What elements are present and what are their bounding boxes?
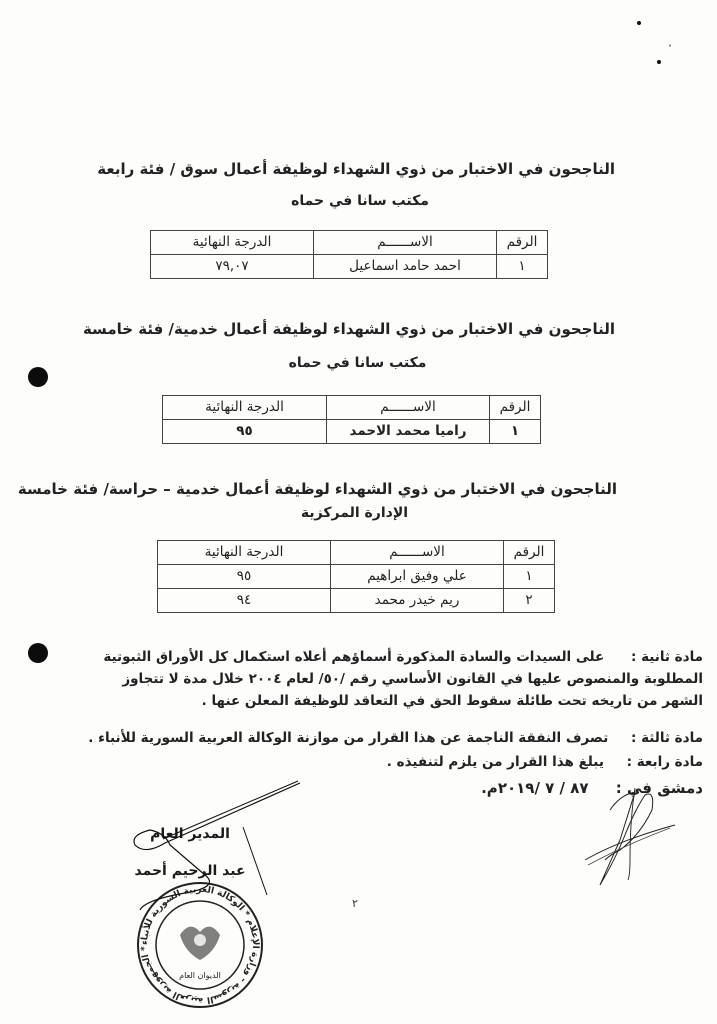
signature-left (125, 775, 305, 925)
signatory-title: المدير العام (150, 826, 230, 842)
article-second-line-2: المطلوبة والمنصوص عليها في القانون الأساسي رقم /٥٠/ لعام ٢٠٠٤ خلال مدة لا تتجاوز (122, 671, 703, 687)
section-1-title: الناجحون في الاختبار من ذوي الشهداء لوظيفة أعمال سوق / فئة رابعة (97, 160, 615, 178)
article-fourth-label: مادة رابعة : (626, 754, 703, 770)
section-2-title: الناجحون في الاختبار من ذوي الشهداء لوظيفة أعمال خدمية/ فئة خامسة (82, 320, 615, 338)
scan-speck (657, 60, 661, 64)
table-row (158, 565, 555, 589)
signature-right (580, 780, 690, 900)
article-fourth (83, 751, 703, 773)
column-header-name: الاســــــم (331, 541, 504, 565)
cell-number: ١ (504, 565, 555, 589)
signatory-name: عبد الرحيم أحمد (134, 863, 246, 879)
date-value: ٨٧ / ٧ /٢٠١٩م. (481, 779, 589, 797)
section-2-table (162, 395, 541, 444)
section-3-table (157, 540, 555, 613)
table-header-row (151, 231, 548, 255)
column-header-final-grade: الدرجة النهائية (163, 396, 327, 420)
article-third-label: مادة ثالثة : (630, 730, 703, 746)
cell-name: ريم خيدر محمد (331, 589, 504, 613)
column-header-final-grade: الدرجة النهائية (158, 541, 331, 565)
column-header-number: الرقم (504, 541, 555, 565)
article-second-line-1 (83, 646, 703, 668)
section-1-table (150, 230, 548, 279)
cell-grade: ٧٩,٠٧ (151, 255, 314, 279)
table-row (158, 589, 555, 613)
column-header-name: الاســــــم (327, 396, 490, 420)
cell-grade: ٩٥ (163, 420, 327, 444)
cell-number: ١ (497, 255, 548, 279)
article-second-line-3: الشهر من تاريخه تحت طائلة سقوط الحق في التعاقد للوظيفة المعلن عنها . (201, 693, 703, 709)
article-fourth-text: يبلغ هذا القرار من يلزم لتنفيذه . (386, 754, 604, 770)
table-row (151, 255, 548, 279)
date-label: دمشق في : (615, 779, 703, 797)
article-third (83, 727, 703, 749)
cell-grade: ٩٤ (158, 589, 331, 613)
column-header-final-grade: الدرجة النهائية (151, 231, 314, 255)
column-header-number: الرقم (490, 396, 541, 420)
column-header-number: الرقم (497, 231, 548, 255)
column-header-name: الاســــــم (314, 231, 497, 255)
table-header-row (163, 396, 541, 420)
stamp-inner-text: الديوان العام (179, 971, 221, 980)
punch-hole-bottom (28, 643, 48, 663)
article-second-text: على السيدات والسادة المذكورة أسماؤهم أعلاه استكمال كل الأوراق الثبوتية (103, 649, 605, 665)
cell-number: ١ (490, 420, 541, 444)
article-second (83, 646, 703, 712)
stamp-outer-text: الجمهورية العربية السورية - وزارة الإعلام * الوكالة العربية السورية للأنباء * (139, 884, 261, 1006)
scan-speck (669, 44, 671, 47)
section-3-title: الناجحون في الاختبار من ذوي الشهداء لوظيفة أعمال خدمية – حراسة/ فئة خامسة (17, 480, 617, 498)
page-number: ٢ (352, 897, 358, 910)
eagle-emblem-icon (180, 927, 220, 960)
table-row (163, 420, 541, 444)
scan-speck (637, 21, 641, 25)
section-1-subtitle: مكتب سانا في حماه (291, 193, 429, 209)
section-2-subtitle: مكتب سانا في حماه (288, 355, 427, 371)
section-3-subtitle: الإدارة المركزية (300, 505, 409, 521)
cell-number: ٢ (504, 589, 555, 613)
punch-hole-top (28, 367, 48, 387)
cell-name: احمد حامد اسماعيل (314, 255, 497, 279)
cell-name: علي وفيق ابراهيم (331, 565, 504, 589)
article-second-label: مادة ثانية : (630, 649, 703, 665)
cell-grade: ٩٥ (158, 565, 331, 589)
table-header-row (158, 541, 555, 565)
article-third-text: تصرف النفقة الناجمة عن هذا القرار من موازنة الوكالة العربية السورية للأنباء . (88, 730, 609, 746)
cell-name: راميا محمد الاحمد (327, 420, 490, 444)
